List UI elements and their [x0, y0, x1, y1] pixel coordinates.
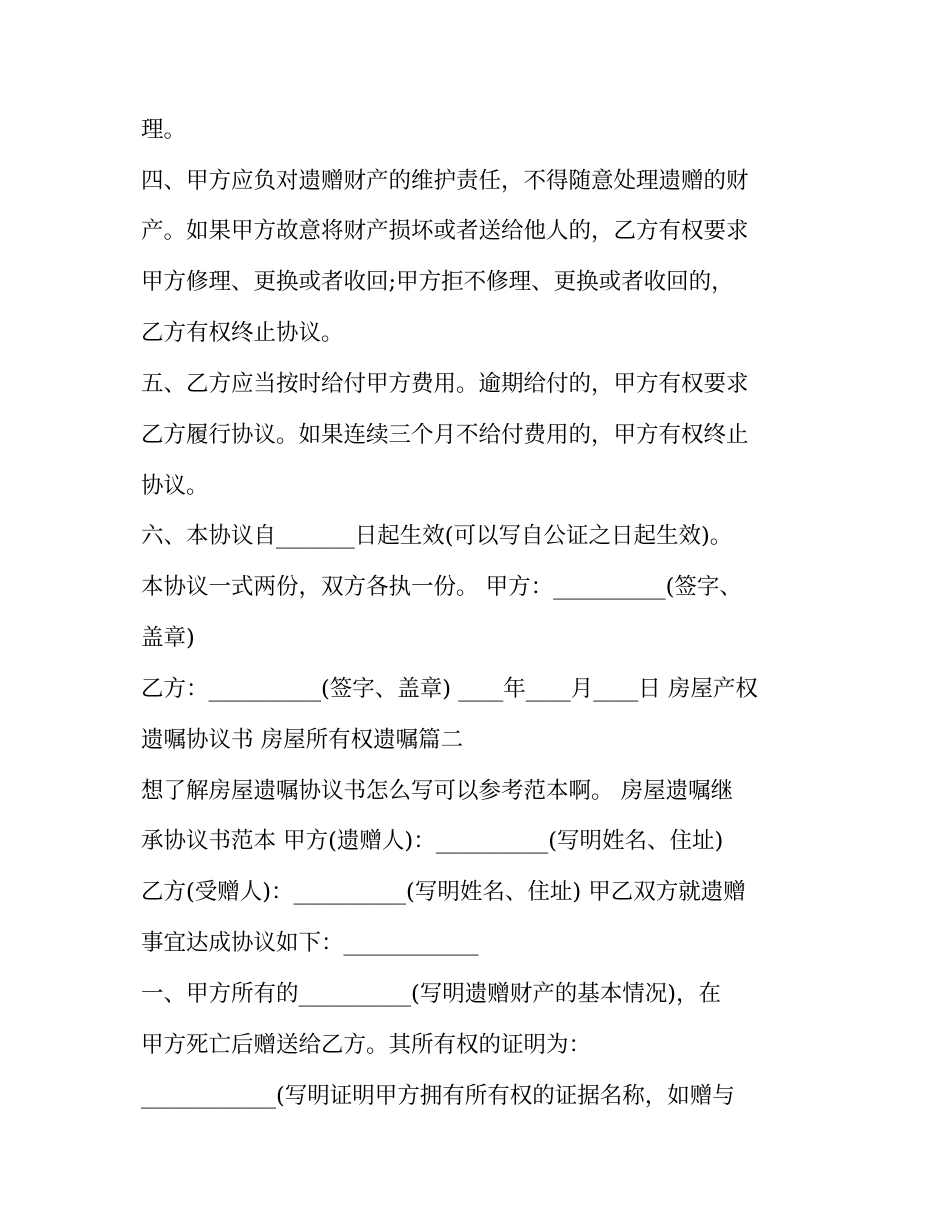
text-line: 想了解房屋遗嘱协议书怎么写可以参考范本啊。 房屋遗嘱继: [141, 778, 734, 804]
text-line: 盖章): [141, 625, 195, 651]
text-line: 协议。: [141, 473, 209, 499]
text-line: 六、本协议自_______日起生效(可以写自公证之日起生效)。: [141, 523, 733, 549]
text-line: ____________(写明证明甲方拥有所有权的证据名称，如赠与: [141, 1083, 735, 1109]
text-line: 遗嘱协议书 房屋所有权遗嘱篇二: [141, 727, 464, 753]
text-line: 乙方有权终止协议。: [141, 320, 344, 346]
text-line: 五、乙方应当按时给付甲方费用。逾期给付的，甲方有权要求: [141, 371, 749, 397]
text-line: 四、甲方应负对遗赠财产的维护责任，不得随意处理遗赠的财: [141, 168, 749, 194]
text-line: 理。: [141, 117, 187, 143]
text-line: 事宜达成协议如下：____________: [141, 930, 479, 956]
text-line: 本协议一式两份，双方各执一份。 甲方：__________(签字、: [141, 574, 742, 600]
text-line: 甲方死亡后赠送给乙方。其所有权的证明为：: [141, 1032, 592, 1058]
text-line: 乙方：__________(签字、盖章) ____年____月____日 房屋产权: [141, 676, 758, 702]
text-line: 乙方(受赠人)：__________(写明姓名、住址) 甲乙双方就遗赠: [141, 879, 746, 905]
text-line: 产。如果甲方故意将财产损坏或者送给他人的，乙方有权要求: [141, 218, 749, 244]
text-line: 乙方履行协议。如果连续三个月不给付费用的，甲方有权终止: [141, 422, 749, 448]
text-line: 甲方修理、更换或者收回;甲方拒不修理、更换或者收回的，: [141, 269, 734, 295]
text-line: 一、甲方所有的__________(写明遗赠财产的基本情况)，在: [141, 981, 722, 1007]
text-line: 承协议书范本 甲方(遗赠人)：__________(写明姓名、住址): [141, 828, 724, 854]
